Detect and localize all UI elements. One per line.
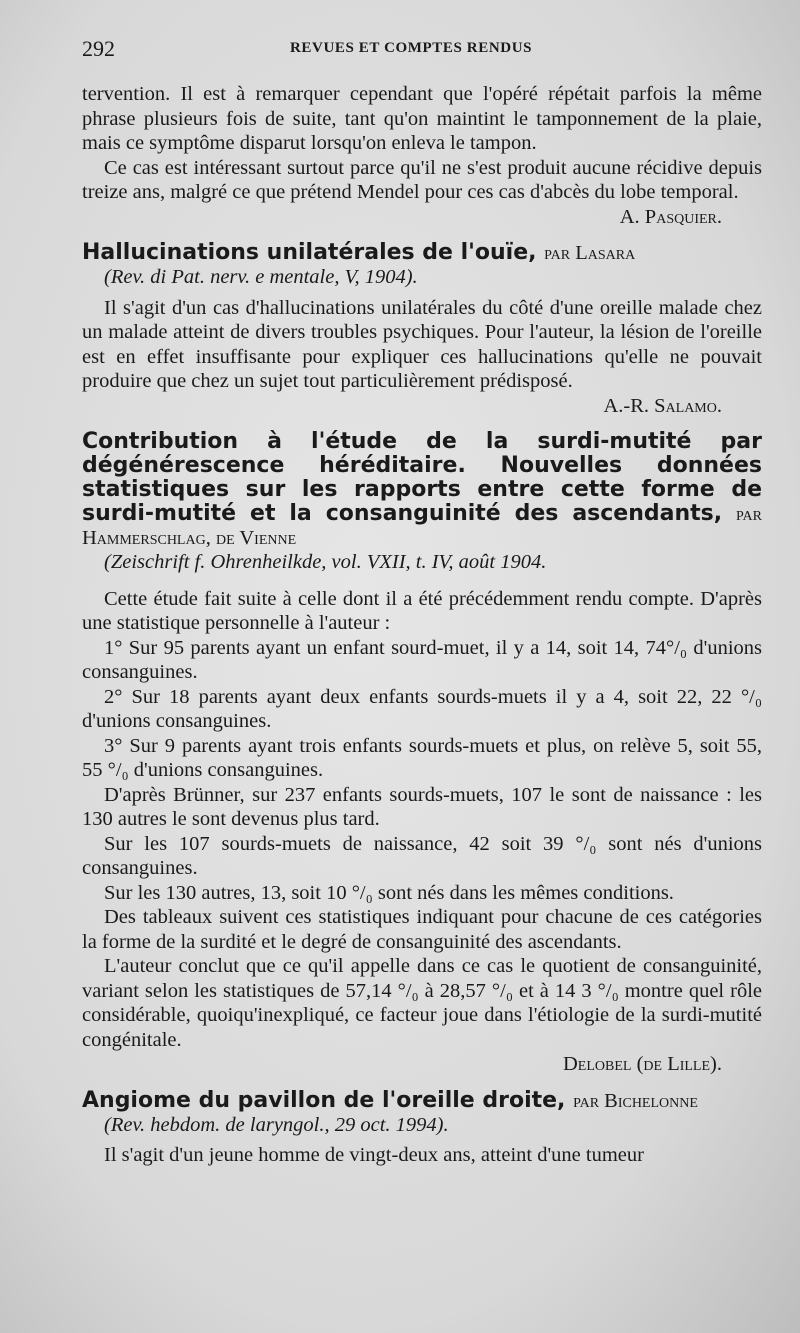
signature-pasquier: A. Pasquier. <box>619 205 722 228</box>
article-3-paragraph: Il s'agit d'un jeune homme de vingt-deux ans, atteint d'une tumeur <box>104 1144 644 1166</box>
article-2-citation <box>82 550 762 575</box>
article-3-title <box>82 1089 762 1113</box>
article-3-citation-text: (Rev. hebdom. de laryngol., 29 oct. 1994). <box>104 1113 449 1136</box>
page-header <box>82 36 762 64</box>
article-2-byline: par Hammerschlag, de Vienne <box>82 503 762 549</box>
article-2-paragraph-2: 1° Sur 95 parents ayant un enfant sourd-muet, il y a 14, soit 14, 74°/₀ d'unions consanguines. <box>82 636 762 683</box>
running-head: REVUES ET COMPTES RENDUS <box>290 40 533 56</box>
article-2-paragraph-9: L'auteur conclut que ce qu'il appelle dans ce cas le quotient de consanguinité, variant selon les statistiques de 57,14 °/₀ à 28,57 °/₀ et à 14 3 °/₀ montre quel rôle considérable, quoiqu'inexpliqué, ce facteur joue dans l'étiologie de la surdi-mutité congénitale. <box>82 955 762 1051</box>
article-1-byline: par Lasara <box>544 242 636 264</box>
article-1-title <box>82 241 762 265</box>
article-2-paragraph-8: Des tableaux suivent ces statistiques indiquant pour chacune de ces catégories la forme de la surdité et le degré de consanguinité des ascendants. <box>82 906 762 953</box>
article-1-title-text: Hallucinations unilatérales de l'ouïe, <box>82 240 537 265</box>
intro-paragraph-1: tervention. Il est à remarquer cependant que l'opéré répétait parfois la même phrase plusieurs fois de suite, tant qu'on maintint le tamponnement de la plaie, mais ce symptôme disparut lorsqu'on enleva le tampon. <box>82 83 762 154</box>
article-2-title-text: Contribution à l'étude de la surdi-mutité par dégénérescence héréditaire. Nouvelles données statistiques sur les rapports entre cette forme de surdi-mutité et la consanguinité des ascendants, <box>82 429 762 526</box>
article-2-paragraph-6: Sur les 107 sourds-muets de naissance, 42 soit 39 °/₀ sont nés d'unions consanguines. <box>82 832 762 879</box>
signature-delobel: Delobel (de Lille). <box>563 1053 722 1075</box>
article-2-paragraph-7: Sur les 130 autres, 13, soit 10 °/₀ sont nés dans les mêmes conditions. <box>104 881 674 904</box>
article-3-citation <box>82 1113 762 1138</box>
page-content <box>82 82 762 1168</box>
intro-paragraph-2-text: Ce cas est intéressant surtout parce qu'il ne s'est produit aucune récidive depuis treize ans, malgré ce que prétend Mendel pour ces cas d'abcès du lobe temporal. <box>82 156 762 203</box>
article-1-citation-text: (Rev. di Pat. nerv. e mentale, V, 1904). <box>104 266 418 288</box>
article-2-paragraph-5: D'après Brünner, sur 237 enfants sourds-muets, 107 le sont de naissance : les 130 autres le sont devenus plus tard. <box>82 783 762 830</box>
signature-salamo: A.-R. Salamo. <box>603 394 722 417</box>
article-1-paragraph: Il s'agit d'un cas d'hallucinations unilatérales du côté d'une oreille malade chez un malade atteint de divers troubles psychiques. Pour l'auteur, la lésion de l'oreille est en effet insuffisante pour expliquer ces hallucinations qu'elle ne pouvait produire que chez un sujet tout particulièrement prédisposé. <box>82 296 762 392</box>
article-3-byline: par Bichelonne <box>573 1089 698 1112</box>
article-2-title <box>82 430 762 550</box>
article-2-paragraph-1: Cette étude fait suite à celle dont il a été précédemment rendu compte. D'après une statistique personnelle à l'auteur : <box>82 587 762 634</box>
article-2-paragraph-3: 2° Sur 18 parents ayant deux enfants sourds-muets il y a 4, soit 22, 22 °/₀ d'unions consanguines. <box>82 685 762 732</box>
article-3-title-text: Angiome du pavillon de l'oreille droite, <box>82 1087 566 1113</box>
article-1-citation <box>82 265 762 290</box>
article-2-paragraph-4: 3° Sur 9 parents ayant trois enfants sourds-muets et plus, on relève 5, soit 55, 55 °/₀ d'unions consanguines. <box>82 734 762 781</box>
intro-paragraph-2 <box>82 156 762 205</box>
article-2-citation-text: (Zeischrift f. Ohrenheilkde, vol. VXII, t. IV, août 1904. <box>104 551 547 573</box>
page-number: 292 <box>82 36 115 61</box>
